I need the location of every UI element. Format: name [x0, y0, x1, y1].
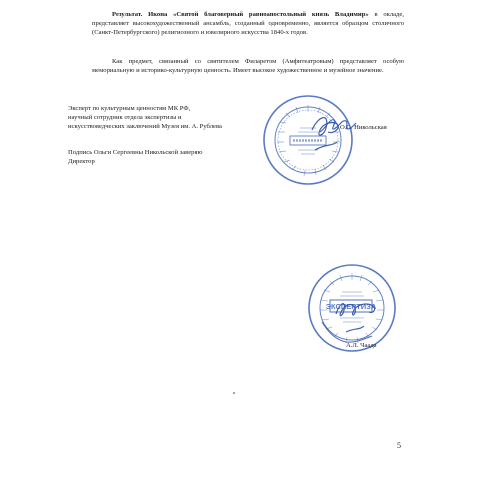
scan-speck: [233, 392, 235, 394]
result-paragraph: [92, 10, 404, 38]
expert-name: О.С. Никольская: [340, 124, 387, 131]
expert-line: Эксперт по культурным ценностям МК РФ,: [68, 105, 191, 112]
result-title: Икона «Святой благоверный равноапостольный князь Владимир»: [148, 11, 369, 18]
attestation-line: Директор: [68, 158, 95, 166]
expert-line: научный сотрудник отдела экспертизы и: [68, 114, 182, 122]
stamp-center-text: ЭКСПЕРТИЗА: [325, 302, 377, 311]
signature-icon: [318, 110, 358, 140]
attestation-line: Подпись Ольги Сергеевны Никольской заверяю: [68, 149, 203, 156]
director-name: А.Л. Чаада: [346, 342, 377, 349]
expert-credentials: [68, 104, 278, 132]
page-number: 5: [397, 441, 401, 450]
result-label: Результат.: [112, 11, 143, 18]
attestation-block: [68, 148, 308, 166]
round-seal-icon: [260, 92, 356, 188]
result-text: в окладе, представляет высокохудожественный ансамбль, созданный одновременно, является образцом столичного (Санкт-Петербургского) религиозного и ювелирного искусства 1840-х годов.: [92, 11, 404, 37]
expert-line: искусствоведческих заключений Музея им. А. Рублева: [68, 123, 222, 131]
significance-paragraph: Как предмет, связанный со святителем Филаретом (Амфитеатровым) представляет особую мемориальную и историко-культурную ценность. Имеет высокое художественное и музейное значение.: [92, 58, 404, 75]
